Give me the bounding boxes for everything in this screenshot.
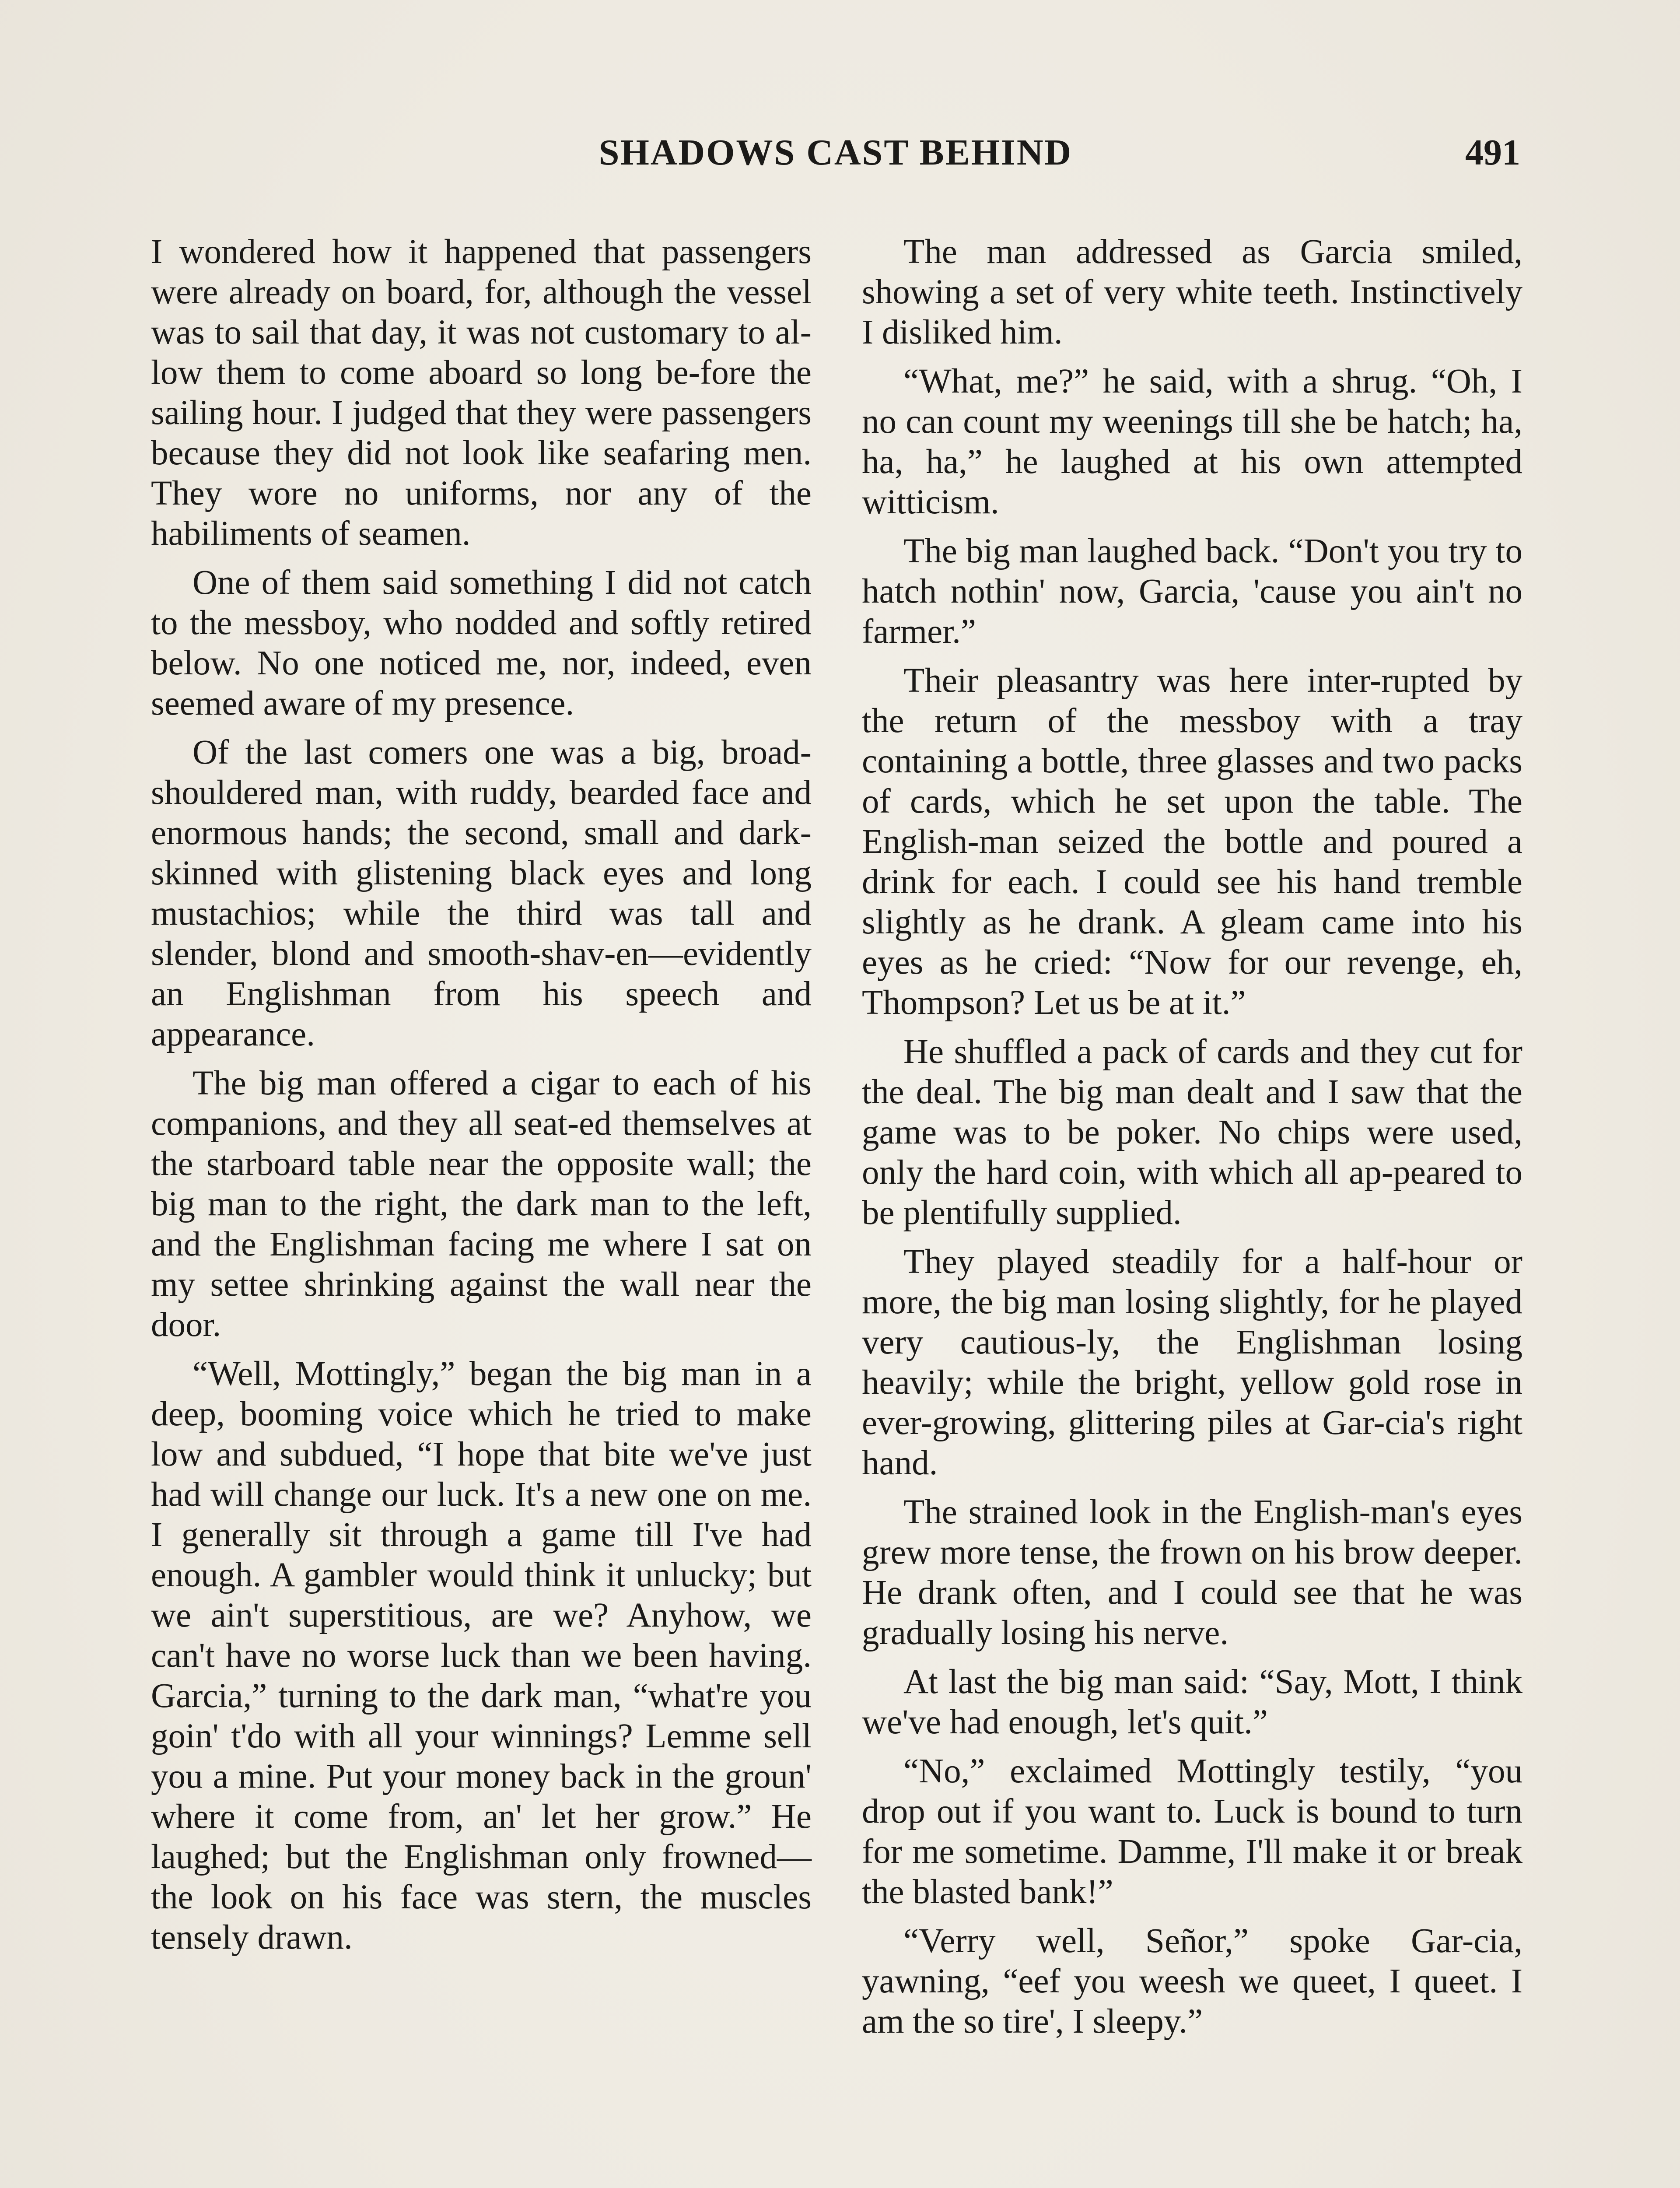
paragraph: The big man offered a cigar to each of his companions, and they all seat-ed themselves at the starboard table near the opposite wall; the big man to the right, the dark man to the left, and the Englishman facing me where I sat on my settee shrinking against the wall near the door. <box>151 1064 812 1344</box>
paragraph: I wondered how it happened that passengers were already on board, for, although the vessel was to sail that day, it was not customary to al-low them to come aboard so long be-fore the sailing hour. I judged that they were passengers because they did not look like seafaring men. They wore no uniforms, nor any of the habiliments of seamen. <box>151 233 812 553</box>
right-column <box>862 232 1522 2051</box>
paragraph: They played steadily for a half-hour or more, the big man losing slightly, for he played very cautious-ly, the Englishman losing heavily; while the bright, yellow gold rose in ever-growing, glittering piles at Gar-cia's right hand. <box>862 1243 1522 1482</box>
paragraph: Their pleasantry was here inter-rupted by the return of the messboy with a tray containing a bottle, three glasses and two packs of cards, which he set upon the table. The English-man seized the bottle and poured a drink for each. I could see his hand tremble slightly as he drank. A gleam came into his eyes as he cried: “Now for our revenge, eh, Thompson? Let us be at it.” <box>862 662 1522 1022</box>
running-head <box>151 131 1520 184</box>
paragraph: One of them said something I did not catch to the messboy, who nodded and softly retired below. No one noticed me, nor, indeed, even seemed aware of my presence. <box>151 564 812 722</box>
left-column <box>151 232 812 1967</box>
paragraph: The big man laughed back. “Don't you try to hatch nothin' now, Garcia, 'cause you ain't no farmer.” <box>862 532 1522 651</box>
paragraph: “Verry well, Señor,” spoke Gar-cia, yawning, “eef you weesh we queet, I queet. I am the so tire', I sleepy.” <box>862 1922 1522 2041</box>
paragraph: “No,” exclaimed Mottingly testily, “you drop out if you want to. Luck is bound to turn for me sometime. Damme, I'll make it or break the blasted bank!” <box>862 1752 1522 1911</box>
page-number: 491 <box>1465 132 1520 173</box>
paragraph: Of the last comers one was a big, broad-shouldered man, with ruddy, bearded face and enormous hands; the second, small and dark-skinned with glistening black eyes and long mustachios; while the third was tall and slender, blond and smooth-shav-en—evidently an Englishman from his speech and appearance. <box>151 733 812 1053</box>
paragraph: At last the big man said: “Say, Mott, I think we've had enough, let's quit.” <box>862 1663 1522 1741</box>
paragraph: “What, me?” he said, with a shrug. “Oh, I no can count my weenings till she be hatch; ha, ha, ha,” he laughed at his own attempted witticism. <box>862 362 1522 521</box>
paragraph: The strained look in the English-man's eyes grew more tense, the frown on his brow deeper. He drank often, and I could see that he was gradually losing his nerve. <box>862 1493 1522 1652</box>
paragraph: “Well, Mottingly,” began the big man in a deep, booming voice which he tried to make low and subdued, “I hope that bite we've just had will change our luck. It's a new one on me. I generally sit through a game till I've had enough. A gambler would think it unlucky; but we ain't superstitious, are we? Anyhow, we can't have no worse luck than we been having. Garcia,” turning to the dark man, “what're you goin' t'do with all your winnings? Lemme sell you a mine. Put your money back in the groun' where it come from, an' let her grow.” He laughed; but the Englishman only frowned—the look on his face was stern, the muscles tensely drawn. <box>151 1355 812 1957</box>
paragraph: The man addressed as Garcia smiled, showing a set of very white teeth. Instinctively I disliked him. <box>862 233 1522 351</box>
page-title: SHADOWS CAST BEHIND <box>598 132 1073 173</box>
paragraph: He shuffled a pack of cards and they cut for the deal. The big man dealt and I saw that the game was to be poker. No chips were used, only the hard coin, with which all ap-peared to be plentifully supplied. <box>862 1033 1522 1232</box>
